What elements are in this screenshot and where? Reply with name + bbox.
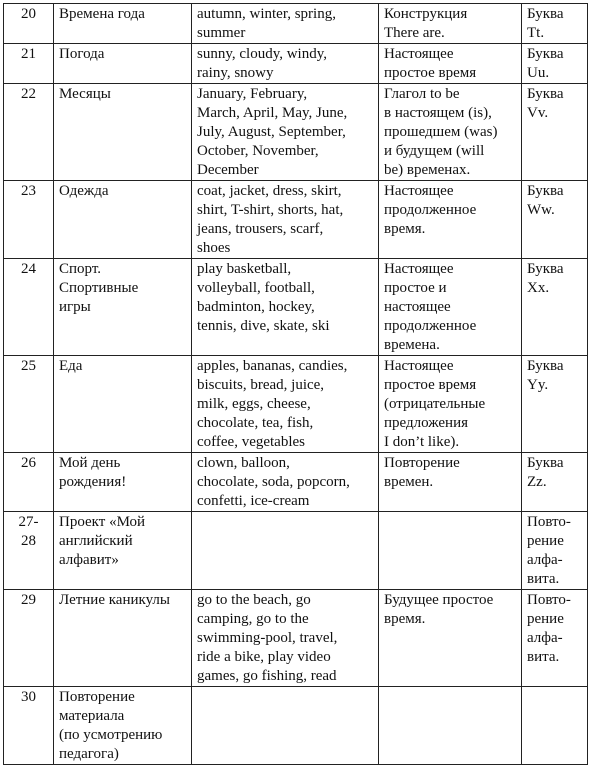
grammar-cell: Глагол to be в настоящем (is), прошедшем (was) и будущем (will be) временах.: [379, 84, 522, 181]
table-row: [4, 44, 588, 84]
lesson-number-cell: 21: [4, 44, 54, 84]
table-row: [4, 356, 588, 453]
letter-cell: Буква Vv.: [522, 84, 588, 181]
vocabulary-cell: autumn, winter, spring, summer: [192, 4, 379, 44]
topic-cell: Времена года: [54, 4, 192, 44]
table-row: [4, 259, 588, 356]
letter-cell: Буква Ww.: [522, 181, 588, 259]
topic-cell: Погода: [54, 44, 192, 84]
lesson-number-cell: 26: [4, 453, 54, 512]
letter-cell: Буква Uu.: [522, 44, 588, 84]
topic-cell: Проект «Мой английский алфавит»: [54, 512, 192, 590]
table-row: [4, 590, 588, 687]
curriculum-table: [3, 3, 588, 765]
topic-cell: Спорт. Спортивные игры: [54, 259, 192, 356]
topic-cell: Еда: [54, 356, 192, 453]
lesson-number-cell: 23: [4, 181, 54, 259]
table-row: [4, 181, 588, 259]
table-row: [4, 84, 588, 181]
grammar-cell: [379, 512, 522, 590]
topic-cell: Летние каникулы: [54, 590, 192, 687]
table-row: [4, 687, 588, 765]
vocabulary-cell: coat, jacket, dress, skirt, shirt, T-shirt, shorts, hat, jeans, trousers, scarf, shoes: [192, 181, 379, 259]
grammar-cell: [379, 687, 522, 765]
topic-cell: Месяцы: [54, 84, 192, 181]
grammar-cell: Настоящее простое время (отрицательные предложения I don’t like).: [379, 356, 522, 453]
letter-cell: Повто- рение алфа- вита.: [522, 590, 588, 687]
topic-cell: Одежда: [54, 181, 192, 259]
lesson-number-cell: 25: [4, 356, 54, 453]
table-body: [4, 4, 588, 765]
letter-cell: [522, 687, 588, 765]
grammar-cell: Настоящее простое время: [379, 44, 522, 84]
vocabulary-cell: [192, 512, 379, 590]
lesson-number-cell: 24: [4, 259, 54, 356]
lesson-number-cell: 30: [4, 687, 54, 765]
vocabulary-cell: January, February, March, April, May, June, July, August, September, October, November, December: [192, 84, 379, 181]
lesson-number-cell: 22: [4, 84, 54, 181]
table-row: [4, 4, 588, 44]
vocabulary-cell: sunny, cloudy, windy, rainy, snowy: [192, 44, 379, 84]
grammar-cell: Настоящее простое и настоящее продолженное времена.: [379, 259, 522, 356]
lesson-number-cell: 27- 28: [4, 512, 54, 590]
lesson-number-cell: 20: [4, 4, 54, 44]
lesson-number-cell: 29: [4, 590, 54, 687]
topic-cell: Мой день рождения!: [54, 453, 192, 512]
letter-cell: Буква Tt.: [522, 4, 588, 44]
vocabulary-cell: [192, 687, 379, 765]
vocabulary-cell: go to the beach, go camping, go to the swimming-pool, travel, ride a bike, play video games, go fishing, read: [192, 590, 379, 687]
grammar-cell: Повторение времен.: [379, 453, 522, 512]
table-row: [4, 453, 588, 512]
grammar-cell: Настоящее продолженное время.: [379, 181, 522, 259]
table-row: [4, 512, 588, 590]
letter-cell: Буква Xx.: [522, 259, 588, 356]
letter-cell: Буква Yy.: [522, 356, 588, 453]
topic-cell: Повторение материала (по усмотрению педагога): [54, 687, 192, 765]
vocabulary-cell: clown, balloon, chocolate, soda, popcorn, confetti, ice-cream: [192, 453, 379, 512]
letter-cell: Буква Zz.: [522, 453, 588, 512]
vocabulary-cell: apples, bananas, candies, biscuits, bread, juice, milk, eggs, cheese, chocolate, tea, fish, coffee, vegetables: [192, 356, 379, 453]
grammar-cell: Будущее простое время.: [379, 590, 522, 687]
grammar-cell: Конструкция There are.: [379, 4, 522, 44]
letter-cell: Повто- рение алфа- вита.: [522, 512, 588, 590]
vocabulary-cell: play basketball, volleyball, football, badminton, hockey, tennis, dive, skate, ski: [192, 259, 379, 356]
